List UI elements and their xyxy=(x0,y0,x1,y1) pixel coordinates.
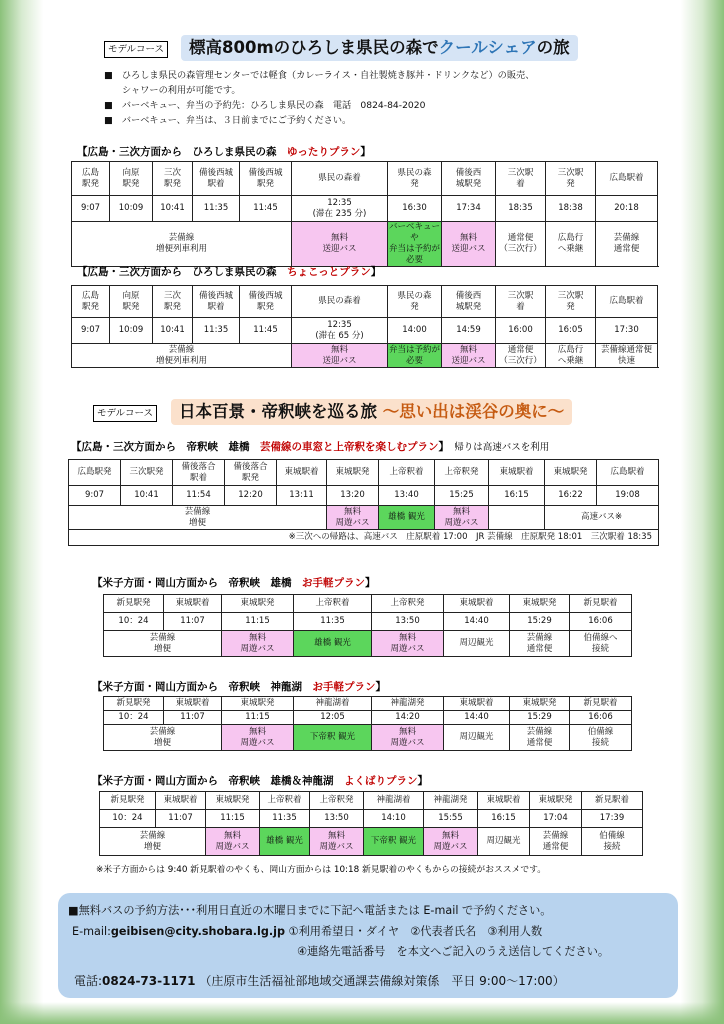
header-cell: 備後西城 駅着 xyxy=(193,286,240,318)
info-phone-line xyxy=(74,972,565,989)
time-cell: 10:09 xyxy=(110,196,153,222)
header-cell: 東城駅発 xyxy=(327,460,379,486)
time-cell: 11:07 xyxy=(156,810,206,828)
header-cell: 三次 駅発 xyxy=(153,162,193,196)
time-cell: 11:45 xyxy=(240,196,292,222)
plan2-title-text: 【広島・三次方面から ひろしま県民の森 xyxy=(77,266,287,278)
email-address[interactable]: geibisen@city.shobara.lg.jp xyxy=(110,925,285,938)
section2-title xyxy=(171,399,572,425)
header-cell: 上帝釈着 xyxy=(379,460,435,486)
header-cell: 新見駅発 xyxy=(104,697,164,711)
time-cell: 16:06 xyxy=(570,711,632,725)
plan1-title xyxy=(77,144,371,159)
note-cell: 芸備線通常便 快速 xyxy=(596,344,658,368)
header-cell: 備後落合 駅着 xyxy=(173,460,225,486)
bullet-3: ■ バーベキュー、弁当は、３日前までにご予約ください。 xyxy=(104,115,352,126)
note-row xyxy=(72,222,658,267)
plan2-title-close: 】 xyxy=(370,266,382,278)
plan2-title xyxy=(77,264,381,279)
time-row xyxy=(104,711,632,725)
header-cell: 東城駅着 xyxy=(444,595,510,613)
note-cell: 無料 周遊バス xyxy=(372,725,444,751)
note-cell: 下帝釈 観光 xyxy=(364,828,424,856)
plan2-name: ちょこっとプラン xyxy=(287,266,371,278)
note-cell: 芸備線 増便列車利用 xyxy=(72,222,292,267)
info-line3: ④連絡先電話番号 を本文へご記入のうえ送信してください。 xyxy=(297,945,610,958)
header-cell: 広島 駅発 xyxy=(72,162,110,196)
note-cell: 伯備線へ 接続 xyxy=(570,631,632,657)
plan5-title-close: 】 xyxy=(375,681,386,693)
header-cell: 東城駅発 xyxy=(206,792,260,810)
header-cell: 東城駅着 xyxy=(489,460,545,486)
note-cell: 無料 送迎バス xyxy=(292,344,388,368)
time-row xyxy=(100,810,643,828)
plan1-title-text: 【広島・三次方面から ひろしま県民の森 xyxy=(77,146,287,158)
time-cell: 11:15 xyxy=(206,810,260,828)
note-cell: 高速バス※ xyxy=(545,506,659,530)
note-row xyxy=(100,828,643,856)
note-cell: 雄橋 観光 xyxy=(379,506,435,530)
header-cell: 新見駅着 xyxy=(570,595,632,613)
header-cell: 新見駅着 xyxy=(582,792,643,810)
header-cell: 三次駅 発 xyxy=(546,162,596,196)
note-cell: 無料 送迎バス xyxy=(442,344,496,368)
time-cell: 15:29 xyxy=(510,711,570,725)
time-cell: 17:30 xyxy=(596,318,658,344)
time-cell: 14:59 xyxy=(442,318,496,344)
time-cell: 13:40 xyxy=(379,486,435,506)
header-cell: 広島駅着 xyxy=(597,460,659,486)
header-cell: 上帝釈着 xyxy=(294,595,372,613)
header-cell: 向原 駅発 xyxy=(110,286,153,318)
header-cell: 上帝釈発 xyxy=(372,595,444,613)
section2-title-main: 日本百景・帝釈峡を巡る旅 xyxy=(179,402,377,421)
time-cell: 11:35 xyxy=(193,196,240,222)
header-cell: 備後西城 駅発 xyxy=(240,286,292,318)
header-cell: 東城駅発 xyxy=(510,697,570,711)
header-cell: 神龍湖着 xyxy=(294,697,372,711)
time-row xyxy=(69,486,659,506)
note-cell: 広島行 へ乗継 xyxy=(546,344,596,368)
header-cell: 三次駅 着 xyxy=(496,286,546,318)
plan3-name: 芸備線の車窓と上帝釈を楽しむプラン xyxy=(260,441,439,453)
note-cell: 無料 送迎バス xyxy=(442,222,496,267)
time-cell: 10:41 xyxy=(153,318,193,344)
plan4-title xyxy=(92,575,376,590)
header-row xyxy=(72,286,658,318)
footnote-row xyxy=(69,530,659,546)
header-cell: 東城駅着 xyxy=(156,792,206,810)
header-cell: 備後西城 駅発 xyxy=(240,162,292,196)
time-cell: 13:20 xyxy=(327,486,379,506)
phone-note: （庄原市生活福祉部地域交通課芸備線対策係 平日 9:00～17:00） xyxy=(199,974,565,988)
time-cell: 14:10 xyxy=(364,810,424,828)
header-cell: 新見駅着 xyxy=(570,697,632,711)
plan5-title-text: 【米子方面・岡山方面から 帝釈峡 神龍湖 xyxy=(92,681,313,693)
time-cell: 11:35 xyxy=(260,810,310,828)
note-cell: 芸備線 増便列車利用 xyxy=(72,344,292,368)
plan5-timetable xyxy=(103,696,632,751)
time-cell: 13:50 xyxy=(310,810,364,828)
time-cell: 12:35 (滞在 65 分) xyxy=(292,318,388,344)
time-row xyxy=(72,318,658,344)
plan3-title-text: 【広島・三次方面から 帝釈峡 雄橋 xyxy=(71,441,260,453)
header-cell: 新見駅発 xyxy=(104,595,164,613)
plan3-title-close: 】 xyxy=(438,441,444,453)
time-cell: 15:25 xyxy=(435,486,489,506)
time-cell: 9:07 xyxy=(72,196,110,222)
time-cell: 13:50 xyxy=(372,613,444,631)
note-cell: 無料 周遊バス xyxy=(206,828,260,856)
time-cell: 13:11 xyxy=(277,486,327,506)
note-cell: 通常便 （三次行） xyxy=(496,222,546,267)
header-cell: 備後西城 駅着 xyxy=(193,162,240,196)
header-cell: 東城駅発 xyxy=(530,792,582,810)
note-row xyxy=(69,506,659,530)
plan3-aside: 帰りは高速バスを利用 xyxy=(454,442,550,453)
time-cell: 11:15 xyxy=(222,613,294,631)
time-cell: 17:34 xyxy=(442,196,496,222)
time-cell: 11:35 xyxy=(193,318,240,344)
bullet-2-text: バーベキュー、弁当の予約先：ひろしま県民の森 電話 0824-84-2020 xyxy=(121,100,426,111)
note-cell: 無料 周遊バス xyxy=(424,828,478,856)
header-row xyxy=(104,697,632,711)
time-cell: 11:54 xyxy=(173,486,225,506)
time-cell: 16:15 xyxy=(478,810,530,828)
plan6-name: よくばりプラン xyxy=(344,775,418,787)
info-line2 xyxy=(72,923,542,939)
plan6-title-text: 【米子方面・岡山方面から 帝釈峡 雄橋＆神龍湖 xyxy=(92,775,344,787)
note-row xyxy=(72,344,658,368)
time-cell: 16:15 xyxy=(489,486,545,506)
plan4-title-close: 】 xyxy=(365,577,376,589)
header-cell: 備後西 城駅発 xyxy=(442,162,496,196)
header-cell: 三次駅 着 xyxy=(496,162,546,196)
note-cell: 芸備線 通常便 xyxy=(510,631,570,657)
time-cell: 12:35 (滞在 235 分) xyxy=(292,196,388,222)
note-row xyxy=(104,631,632,657)
note-cell: 雄橋 観光 xyxy=(260,828,310,856)
header-cell: 広島駅発 xyxy=(69,460,121,486)
footnote-cell: ※三次への帰路は、高速バス 庄原駅着 17:00 JR 芸備線 庄原駅発 18:01 三次駅着 18:35 xyxy=(69,530,659,546)
section2-title-sub: ～思い出は渓谷の奥に～ xyxy=(382,402,565,421)
time-cell: 16:22 xyxy=(545,486,597,506)
empty-cell xyxy=(489,506,545,530)
header-cell: 県民の森着 xyxy=(292,286,388,318)
header-cell: 神龍湖着 xyxy=(364,792,424,810)
note-cell: 芸備線 増便 xyxy=(104,725,222,751)
bullet-3-text: バーベキュー、弁当は、３日前までにご予約ください。 xyxy=(121,115,352,126)
bullet-1-text: ひろしま県民の森管理センターでは軽食（カレーライス・自社製焼き豚丼・ドリンクなど）の販売、 xyxy=(121,70,535,81)
time-cell: 14:00 xyxy=(388,318,442,344)
header-cell: 東城駅発 xyxy=(222,595,294,613)
note-cell: 周辺観光 xyxy=(478,828,530,856)
time-cell: 16:30 xyxy=(388,196,442,222)
note-cell: 芸備線 増便 xyxy=(69,506,327,530)
header-cell: 東城駅発 xyxy=(545,460,597,486)
note-cell: 無料 送迎バス xyxy=(292,222,388,267)
header-cell: 県民の森着 xyxy=(292,162,388,196)
section1-title-accent: クールシェア xyxy=(438,38,537,57)
header-cell: 広島 駅発 xyxy=(72,286,110,318)
header-cell: 東城駅着 xyxy=(277,460,327,486)
note-cell: 広島行 へ乗継 xyxy=(546,222,596,267)
plan6-timetable xyxy=(99,791,643,856)
plan4-name: お手軽プラン xyxy=(302,577,365,589)
time-cell: 14:40 xyxy=(444,711,510,725)
plan5-title xyxy=(92,679,386,694)
time-cell: 10：24 xyxy=(104,613,164,631)
header-cell: 東城駅着 xyxy=(444,697,510,711)
note-cell: 周辺観光 xyxy=(444,725,510,751)
header-cell: 神龍湖発 xyxy=(424,792,478,810)
time-cell: 11:07 xyxy=(164,711,222,725)
note-cell: 芸備線 増便 xyxy=(100,828,206,856)
note-cell: 芸備線 増便 xyxy=(104,631,222,657)
note-cell: 通常便 （三次行） xyxy=(496,344,546,368)
note-row xyxy=(104,725,632,751)
header-cell: 広島駅着 xyxy=(596,162,658,196)
time-cell: 16:05 xyxy=(546,318,596,344)
time-cell: 16:00 xyxy=(496,318,546,344)
note-cell: 雄橋 観光 xyxy=(294,631,372,657)
time-cell: 18:38 xyxy=(546,196,596,222)
time-cell: 10：24 xyxy=(100,810,156,828)
time-cell: 10:09 xyxy=(110,318,153,344)
note-cell: 無料 周遊バス xyxy=(327,506,379,530)
time-cell: 14:20 xyxy=(372,711,444,725)
header-cell: 上帝釈着 xyxy=(260,792,310,810)
time-cell: 10：24 xyxy=(104,711,164,725)
plan1-timetable xyxy=(71,161,658,267)
header-cell: 広島駅着 xyxy=(596,286,658,318)
header-cell: 東城駅発 xyxy=(222,697,294,711)
header-cell: 三次駅 発 xyxy=(546,286,596,318)
time-cell: 14:40 xyxy=(444,613,510,631)
plan5-name: お手軽プラン xyxy=(312,681,376,693)
time-cell: 12:20 xyxy=(225,486,277,506)
time-row xyxy=(72,196,658,222)
model-course-tag: モデルコース xyxy=(104,41,168,58)
header-cell: 三次 駅発 xyxy=(153,286,193,318)
section1-title xyxy=(181,35,578,61)
plan6-title xyxy=(92,773,428,788)
header-cell: 向原 駅発 xyxy=(110,162,153,196)
info-line1: ■無料バスの予約方法･･･利用日直近の木曜日までに下記へ電話または E-mail で予約ください。 xyxy=(68,904,552,917)
header-cell: 三次駅発 xyxy=(121,460,173,486)
email-label: E-mail: xyxy=(72,925,111,938)
header-cell: 新見駅発 xyxy=(100,792,156,810)
header-cell: 神龍湖発 xyxy=(372,697,444,711)
header-row xyxy=(104,595,632,613)
time-cell: 18:35 xyxy=(496,196,546,222)
model-course-tag-2: モデルコース xyxy=(93,405,157,422)
note-cell: 芸備線 通常便 xyxy=(510,725,570,751)
bullet-1-cont: シャワーの利用が可能です。 xyxy=(122,85,241,96)
note-cell: 下帝釈 観光 xyxy=(294,725,372,751)
header-row xyxy=(100,792,643,810)
time-cell: 10:41 xyxy=(121,486,173,506)
header-cell: 備後落合 駅発 xyxy=(225,460,277,486)
note-cell: バーベキューや 弁当は予約が必要 xyxy=(389,222,441,265)
time-cell: 17:04 xyxy=(530,810,582,828)
plan2-timetable xyxy=(71,285,658,368)
header-cell: 上帝釈発 xyxy=(310,792,364,810)
time-cell: 10:41 xyxy=(153,196,193,222)
phone-number[interactable]: 0824-73-1171 xyxy=(102,974,196,988)
note-cell: 伯備線 接続 xyxy=(570,725,632,751)
time-cell: 9:07 xyxy=(69,486,121,506)
phone-label: 電話: xyxy=(74,974,103,988)
note-cell: 伯備線 接続 xyxy=(582,828,643,856)
note-cell: 周辺観光 xyxy=(444,631,510,657)
note-cell: 無料 周遊バス xyxy=(310,828,364,856)
bullet-2: ■ バーベキュー、弁当の予約先：ひろしま県民の森 電話 0824-84-2020 xyxy=(104,100,426,111)
plan3-timetable xyxy=(68,459,659,546)
header-cell: 県民の森 発 xyxy=(388,162,442,196)
header-cell: 上帝釈発 xyxy=(435,460,489,486)
plan6-title-close: 】 xyxy=(417,775,428,787)
time-cell: 9:07 xyxy=(72,318,110,344)
time-cell: 11:07 xyxy=(164,613,222,631)
plan1-title-close: 】 xyxy=(360,146,371,158)
time-cell: 12:05 xyxy=(294,711,372,725)
time-cell: 15:55 xyxy=(424,810,478,828)
header-cell: 県民の森 発 xyxy=(388,286,442,318)
plan4-title-text: 【米子方面・岡山方面から 帝釈峡 雄橋 xyxy=(92,577,302,589)
info-line2-rest: ①利用希望日・ダイヤ ②代表者氏名 ③利用人数 xyxy=(288,925,543,938)
section1-title-end: の旅 xyxy=(536,38,570,57)
note-cell: 無料 周遊バス xyxy=(435,506,489,530)
time-cell: 15:29 xyxy=(510,613,570,631)
time-cell: 17:39 xyxy=(582,810,643,828)
plan4-timetable xyxy=(103,594,632,657)
time-cell: 20:18 xyxy=(596,196,658,222)
header-cell: 東城駅着 xyxy=(478,792,530,810)
plan3-title xyxy=(71,439,549,454)
header-cell: 東城駅着 xyxy=(164,697,222,711)
note-cell: 芸備線 通常便 xyxy=(530,828,582,856)
header-row xyxy=(69,460,659,486)
time-cell: 11:35 xyxy=(294,613,372,631)
plan6-footnote: ※米子方面からは 9:40 新見駅着のやくも、岡山方面からは 10:18 新見駅着のやくもからの接続がおススメです。 xyxy=(96,865,547,875)
note-cell: 無料 周遊バス xyxy=(222,725,294,751)
time-cell: 19:08 xyxy=(597,486,659,506)
header-cell: 東城駅着 xyxy=(164,595,222,613)
header-cell: 東城駅発 xyxy=(510,595,570,613)
time-row xyxy=(104,613,632,631)
note-cell: 芸備線 通常便 xyxy=(596,222,658,267)
section1-title-main: 標高800mのひろしま県民の森で xyxy=(189,38,439,57)
time-cell: 16:06 xyxy=(570,613,632,631)
note-cell: 無料 周遊バス xyxy=(372,631,444,657)
header-cell: 備後西 城駅発 xyxy=(442,286,496,318)
time-cell: 11:15 xyxy=(222,711,294,725)
bullet-1: ■ ひろしま県民の森管理センターでは軽食（カレーライス・自社製焼き豚丼・ドリンクなど）の販売、 xyxy=(104,70,535,81)
note-cell: 弁当は予約が 必要 xyxy=(389,344,441,366)
note-cell: 無料 周遊バス xyxy=(222,631,294,657)
time-cell: 11:45 xyxy=(240,318,292,344)
header-row xyxy=(72,162,658,196)
plan1-name: ゆったりプラン xyxy=(287,146,361,158)
